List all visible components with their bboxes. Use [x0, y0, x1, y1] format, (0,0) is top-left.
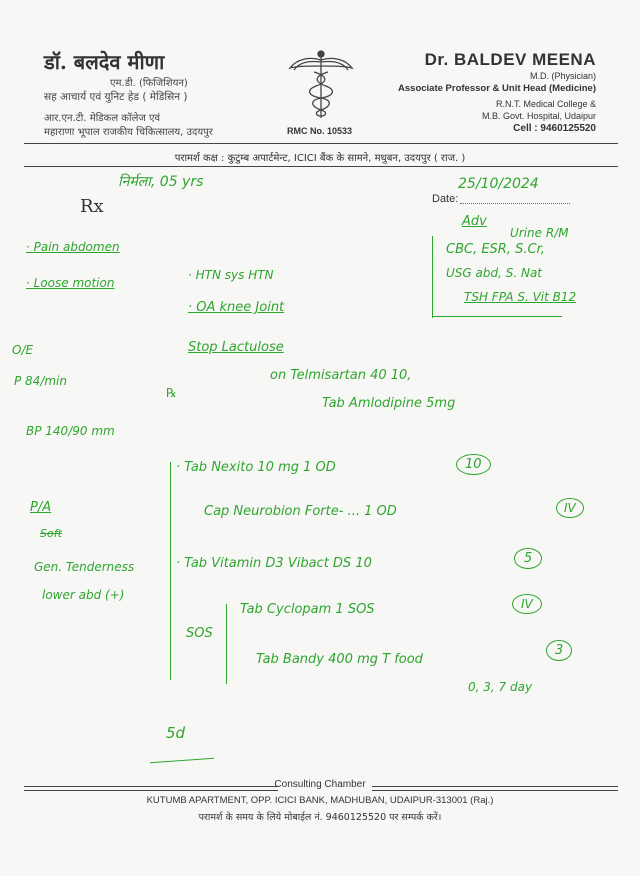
soft-struck: Soft — [40, 527, 62, 540]
rmc-number: RMC No. 10533 — [287, 126, 353, 136]
medication-5: Tab Bandy 400 mg T food — [256, 652, 423, 667]
ongoing-amlodipine: Tab Amlodipine 5mg — [322, 396, 456, 411]
degree-english: M.D. (Physician) — [529, 71, 596, 81]
date-label: Date: — [432, 193, 459, 205]
caduceus-logo — [288, 48, 354, 120]
sos-bracket — [226, 604, 227, 684]
consultation-address: परामर्श कक्ष : कुटुम्ब अपार्टमेन्ट, ICICI बैंक के सामने, मधुबन, उदयपुर ( राज. ) — [174, 153, 466, 164]
medication-3: · Tab Vitamin D3 Vibact DS 10 — [176, 556, 372, 571]
history-htn: · HTN sys HTN — [188, 268, 274, 282]
medication-5-schedule: 0, 3, 7 day — [468, 680, 533, 694]
advice-usg: USG abd, S. Nat — [446, 266, 543, 280]
doctor-name-hindi: डॉ. बलदेव मीणा — [44, 50, 165, 74]
medication-bracket — [170, 462, 171, 680]
medication-1: · Tab Nexito 10 mg 1 OD — [176, 460, 336, 475]
advice-tsh: TSH FPA S. Vit B12 — [464, 290, 577, 304]
medication-2: Cap Neurobion Forte- ... 1 OD — [204, 504, 397, 519]
blood-pressure: BP 140/90 mm — [26, 424, 115, 438]
college-hindi-1: आर.एन.टी. मेडिकल कॉलेज एवं — [44, 113, 161, 124]
degree-hindi: एम.डी. (फिजिशियन) — [110, 78, 188, 89]
medication-4-duration: IV — [512, 594, 542, 614]
medication-2-duration: IV — [556, 498, 584, 518]
designation-hindi: सह आचार्य एवं युनिट हेड ( मेडिसिन ) — [44, 91, 188, 103]
advice-heading: Adv — [462, 214, 487, 229]
medication-1-duration: 10 — [456, 454, 491, 475]
doctor-name-english: Dr. BALDEV MEENA — [424, 50, 596, 69]
pulse-rate: P 84/min — [14, 374, 67, 388]
ongoing-telmisartan: on Telmisartan 40 10, — [270, 368, 412, 383]
header-rule-top — [24, 143, 618, 144]
medication-4: Tab Cyclopam 1 SOS — [240, 602, 375, 617]
medication-3-duration: 5 — [514, 548, 542, 569]
sos-label: SOS — [186, 626, 213, 641]
header-rule-bottom — [24, 166, 618, 167]
closing-note: 5d — [166, 724, 186, 742]
rx-mark: ℞ — [166, 386, 177, 400]
rx-symbol: Rx — [80, 196, 104, 217]
date-line — [460, 203, 570, 204]
designation-english: Associate Professor & Unit Head (Medicine) — [398, 83, 596, 94]
college-hindi-2: महाराणा भूपाल राजकीय चिकित्सालय, उदयपुर — [44, 127, 213, 138]
stop-lactulose: Stop Lactulose — [188, 340, 284, 355]
college-english-1: R.N.T. Medical College & — [495, 99, 596, 109]
history-oa-knee: · OA knee Joint — [188, 300, 285, 315]
lower-abdomen: lower abd (+) — [42, 588, 125, 602]
signature-stroke — [150, 758, 214, 763]
per-abdomen: P/A — [30, 500, 52, 515]
college-english-2: M.B. Govt. Hospital, Udaipur — [481, 111, 596, 121]
general-tenderness: Gen. Tenderness — [34, 560, 135, 574]
advice-bracket-bottom — [432, 316, 562, 317]
complaint-loose-motion: · Loose motion — [26, 276, 115, 290]
complaint-pain-abdomen: · Pain abdomen — [26, 240, 120, 254]
footer-contact: परामर्श के समय के लिये मोबाईल नं. 9460125520 पर सम्पर्क करें। — [198, 812, 442, 823]
footer-address: KUTUMB APARTMENT, OPP. ICICI BANK, MADHUBAN, UDAIPUR-313001 (Raj.) — [146, 795, 494, 806]
advice-cbc: CBC, ESR, S.Cr, — [446, 242, 545, 257]
footer-title: Consulting Chamber — [274, 779, 366, 790]
cell-number: Cell : 9460125520 — [513, 123, 596, 134]
on-examination: O/E — [12, 343, 34, 357]
patient-name: निर्मला, 05 yrs — [118, 174, 204, 190]
medication-5-duration: 3 — [546, 640, 572, 661]
prescription-date: 25/10/2024 — [458, 176, 539, 192]
advice-bracket-left — [432, 236, 433, 318]
advice-urine: Urine R/M — [510, 226, 569, 240]
